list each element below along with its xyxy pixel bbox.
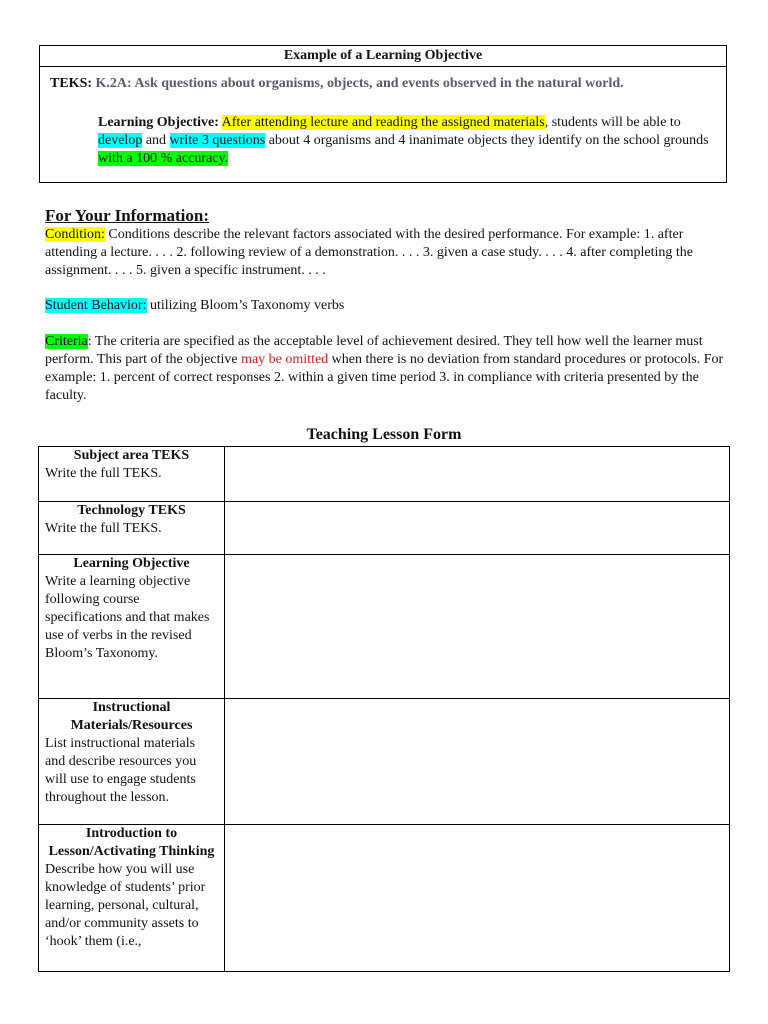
row-label-cell: [39, 502, 225, 555]
lo-text: and: [142, 133, 170, 148]
row-heading: Technology TEKS: [77, 503, 186, 518]
row-heading: Subject area TEKS: [73, 448, 190, 463]
condition-label: Condition:: [45, 227, 105, 242]
row-input-cell[interactable]: [225, 447, 730, 502]
table-row: [39, 502, 730, 555]
row-input-cell[interactable]: [225, 825, 730, 972]
row-label-cell: [39, 555, 225, 699]
lo-text: , students will be able to: [544, 115, 681, 130]
row-instruction: Write the full TEKS.: [45, 521, 162, 536]
lo-criteria-highlight: with a 100 % accuracy.: [98, 151, 229, 166]
fyi-heading: For Your Information:: [45, 206, 210, 225]
row-input-cell[interactable]: [225, 699, 730, 825]
row-label-cell: [39, 447, 225, 502]
row-heading: Instructional Materials/Resources: [70, 700, 193, 733]
teks-label: TEKS:: [50, 76, 93, 91]
lo-text: about 4 organisms and 4 inanimate objects they identify on the school grounds: [265, 133, 709, 148]
lo-develop-highlight: develop: [98, 133, 143, 148]
lesson-form-table: [38, 446, 730, 972]
row-label-cell: [39, 699, 225, 825]
lo-condition-highlight: After attending lecture and reading the assigned materials: [221, 115, 545, 130]
criteria-label: Criteria: [45, 334, 88, 349]
criteria-text: when there is no deviation from standard procedures or protocols. For example: 1. percent of correct responses 2. within a given time period 3. in compliance with criteria presented by the faculty.: [45, 352, 724, 403]
row-input-cell[interactable]: [225, 555, 730, 699]
table-row: [39, 699, 730, 825]
table-row: [39, 555, 730, 699]
table-row: [39, 447, 730, 502]
behavior-paragraph: [45, 297, 725, 315]
row-instruction: Describe how you will use knowledge of students’ prior learning, personal, cultural, and/or community assets to ‘hook’ them (i.e.,: [45, 862, 206, 949]
teks-line: [50, 76, 624, 92]
criteria-red-text: may be omitted: [241, 352, 329, 367]
row-instruction: Write a learning objective following course specifications and that makes use of verbs in the revised Bloom’s Taxonomy.: [45, 574, 210, 661]
lo-label: Learning Objective:: [98, 115, 219, 130]
criteria-paragraph: [45, 333, 725, 405]
row-instruction: List instructional materials and describe resources you will use to engage students throughout the lesson.: [45, 736, 197, 805]
row-instruction: Write the full TEKS.: [45, 466, 162, 481]
behavior-text: utilizing Bloom’s Taxonomy verbs: [146, 298, 345, 313]
criteria-text: : The criteria are specified as the acceptable level of achievement desired. They tell how well the learner must perform. This part of the objective: [45, 334, 703, 367]
lo-write-highlight: write 3 questions: [169, 133, 266, 148]
row-input-cell[interactable]: [225, 502, 730, 555]
example-objective-box: [39, 45, 727, 183]
table-row: [39, 825, 730, 972]
condition-paragraph: [45, 226, 725, 280]
behavior-label: Student Behavior:: [45, 298, 147, 313]
lesson-form-title: Teaching Lesson Form: [306, 426, 462, 443]
objective-box-title: Example of a Learning Objective: [40, 46, 726, 67]
row-heading: Introduction to Lesson/Activating Thinking: [48, 826, 215, 859]
teks-text: K.2A: Ask questions about organisms, objects, and events observed in the natural world.: [95, 76, 624, 91]
condition-text: Conditions describe the relevant factors associated with the desired performance. For example: 1. after attending a lecture. . . . 2. following review of a demonstration. . . . 3. given a case study. . . . 4. after completing the assignment. . . . 5. given a specific instrument. . . .: [45, 227, 693, 278]
row-heading: Learning Objective: [73, 556, 190, 571]
row-label-cell: [39, 825, 225, 972]
learning-objective-example: [98, 114, 723, 168]
